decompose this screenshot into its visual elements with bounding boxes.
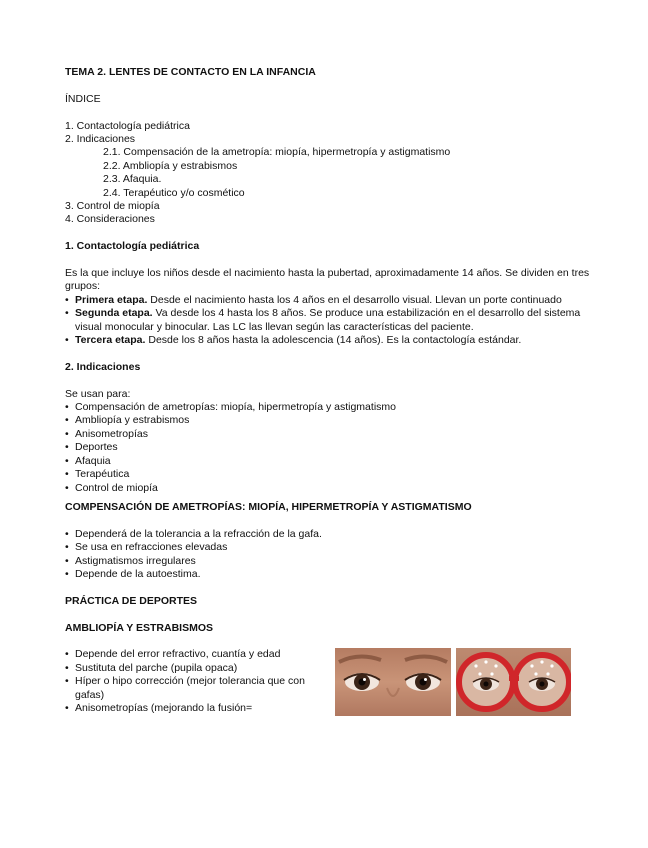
amblyopia-list bbox=[65, 648, 327, 715]
stage-label: Tercera etapa. bbox=[75, 334, 146, 347]
section5-heading: AMBLIOPÍA Y ESTRABISMOS bbox=[65, 621, 213, 634]
stage-text: Desde los 8 años hasta la adolescencia (14 años). Es la contactología estándar. bbox=[148, 334, 522, 347]
document-page bbox=[65, 66, 605, 718]
child-eyes-photo bbox=[335, 648, 451, 716]
index-subitem: 2.2. Ambliopía y estrabismos bbox=[103, 159, 238, 172]
list-item: • Se usa en refracciones elevadas bbox=[65, 541, 605, 554]
section4-heading: PRÁCTICA DE DEPORTES bbox=[65, 594, 198, 607]
list-item bbox=[65, 294, 605, 307]
list-item: • Anisometropías (mejorando la fusión= bbox=[65, 702, 327, 715]
section2-intro: Se usan para: bbox=[65, 387, 131, 400]
section1-intro: Es la que incluye los niños desde el nacimiento hasta la pubertad, aproximadamente 14 años. Se dividen en tres grupos: bbox=[65, 267, 590, 293]
stage-text: Desde el nacimiento hasta los 4 años en el desarrollo visual. Llevan un porte continuado bbox=[150, 293, 562, 306]
list-item: • Dependerá de la tolerancia a la refracción de la gafa. bbox=[65, 528, 605, 541]
amblyopia-row bbox=[65, 648, 605, 718]
indications-list bbox=[65, 401, 605, 495]
section2-heading: 2. Indicaciones bbox=[65, 360, 141, 373]
index-subitem: 2.4. Terapéutico y/o cosmético bbox=[103, 186, 245, 199]
index-list bbox=[65, 120, 605, 227]
index-item: 2. Indicaciones bbox=[65, 133, 136, 145]
list-item: • Híper o hipo corrección (mejor tolerancia que con gafas) bbox=[65, 675, 327, 702]
list-item: • Astigmatismos irregulares bbox=[65, 555, 605, 568]
list-item: • Depende de la autoestima. bbox=[65, 568, 605, 581]
index-item: 3. Control de miopía bbox=[65, 200, 160, 213]
document-title: TEMA 2. LENTES DE CONTACTO EN LA INFANCIA bbox=[65, 66, 316, 78]
stage-label: Primera etapa. bbox=[75, 293, 148, 306]
list-item: • Depende del error refractivo, cuantía y edad bbox=[65, 648, 327, 661]
index-item: 1. Contactología pediátrica bbox=[65, 119, 190, 132]
list-item: • Ambliopía y estrabismos bbox=[65, 414, 605, 427]
child-glasses-photo bbox=[456, 648, 571, 716]
list-item: • Sustituta del parche (pupila opaca) bbox=[65, 662, 327, 675]
list-item bbox=[65, 307, 605, 334]
list-item: • Compensación de ametropías: miopía, hipermetropía y astigmatismo bbox=[65, 401, 605, 414]
section1-heading: 1. Contactología pediátrica bbox=[65, 240, 200, 253]
compensation-list bbox=[65, 528, 605, 582]
list-item: • Afaquia bbox=[65, 455, 605, 468]
stage-text: Va desde los 4 hasta los 8 años. Se produce una estabilización en el desarrollo del sistema visual monocular y binocular. Las LC las llevan según las características del paciente. bbox=[75, 307, 581, 333]
stages-list bbox=[65, 294, 605, 348]
index-heading: ÍNDICE bbox=[65, 92, 101, 105]
list-item: • Anisometropías bbox=[65, 428, 605, 441]
list-item: • Deportes bbox=[65, 441, 605, 454]
list-item: • Terapéutica bbox=[65, 468, 605, 481]
index-subitem: 2.1. Compensación de la ametropía: miopía, hipermetropía y astigmatismo bbox=[103, 146, 451, 159]
stage-label: Segunda etapa. bbox=[75, 307, 153, 320]
list-item bbox=[65, 334, 605, 347]
index-item: 4. Consideraciones bbox=[65, 213, 155, 226]
index-subitem: 2.3. Afaquia. bbox=[103, 173, 162, 186]
section3-heading: COMPENSACIÓN DE AMETROPÍAS: MIOPÍA, HIPERMETROPÍA Y ASTIGMATISMO bbox=[65, 500, 472, 513]
list-item: • Control de miopía bbox=[65, 482, 605, 495]
